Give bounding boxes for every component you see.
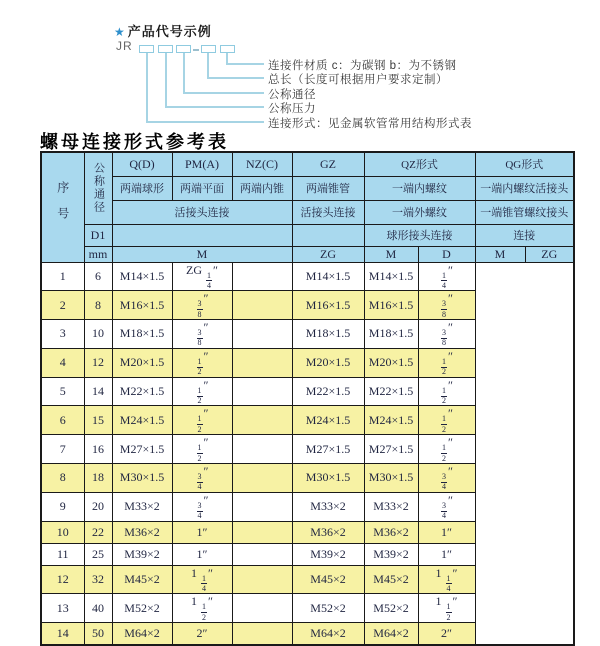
cell-qg-m: M16×1.5 xyxy=(364,291,418,320)
table-row xyxy=(41,565,574,594)
table-row xyxy=(41,320,574,349)
header-qg-m: M xyxy=(475,246,525,262)
cell-m: M45×2 xyxy=(112,565,172,594)
header-qz-m: M xyxy=(364,246,418,262)
cell-seq: 13 xyxy=(41,594,84,623)
table-row xyxy=(41,492,574,521)
cell-dn: 25 xyxy=(84,543,112,565)
header-union-conn: 活接头连接 xyxy=(112,200,292,224)
cell-qz-m xyxy=(232,377,292,406)
cell-qg-zg: 2″ xyxy=(418,623,475,646)
connector-line xyxy=(226,53,228,63)
cell-qz-m xyxy=(232,623,292,646)
cell-qg-zg: 1″ xyxy=(418,521,475,543)
cell-qz-d: M39×2 xyxy=(292,543,364,565)
cell-m: M27×1.5 xyxy=(112,435,172,464)
header-qg-conn: 连接 xyxy=(475,224,574,246)
section-title: 螺母连接形式参考表 xyxy=(40,132,229,152)
cell-zg: 1″ xyxy=(172,543,232,565)
cell-qz-m xyxy=(232,521,292,543)
product-code-prefix: JR xyxy=(116,39,133,53)
cell-m: M14×1.5 xyxy=(112,262,172,291)
cell-seq: 7 xyxy=(41,435,84,464)
cell-seq: 5 xyxy=(41,377,84,406)
cell-zg: $\frac{1}{2}$ ″ xyxy=(172,406,232,435)
cell-qz-d: M24×1.5 xyxy=(292,406,364,435)
cell-dn: 32 xyxy=(84,565,112,594)
cell-qg-m: M30×1.5 xyxy=(364,463,418,492)
cell-qg-zg: $\frac{1}{2}$ ″ xyxy=(418,435,475,464)
cell-qz-m xyxy=(232,594,292,623)
header-nz-code: NZ(C) xyxy=(232,152,292,176)
cell-qz-m xyxy=(232,348,292,377)
cell-dn: 18 xyxy=(84,463,112,492)
table-row xyxy=(41,348,574,377)
cell-m: M52×2 xyxy=(112,594,172,623)
cell-qg-zg: 1″ xyxy=(418,543,475,565)
header-qz-d: D xyxy=(418,246,475,262)
header-m-span: M xyxy=(112,246,292,262)
header-qg-end1: 一端内螺纹活接头 xyxy=(475,176,574,200)
table-row xyxy=(41,463,574,492)
connector-line xyxy=(183,53,185,92)
cell-m: M64×2 xyxy=(112,623,172,646)
cell-qg-m: M64×2 xyxy=(364,623,418,646)
cell-qg-m: M20×1.5 xyxy=(364,348,418,377)
cell-dn: 12 xyxy=(84,348,112,377)
cell-qg-m: M24×1.5 xyxy=(364,406,418,435)
cell-zg: $\frac{3}{4}$ ″ xyxy=(172,492,232,521)
cell-m: M16×1.5 xyxy=(112,291,172,320)
cell-qz-m xyxy=(232,463,292,492)
cell-qg-m: M39×2 xyxy=(364,543,418,565)
table-row xyxy=(41,623,574,646)
cell-dn: 10 xyxy=(84,320,112,349)
cell-zg: 2″ xyxy=(172,623,232,646)
diagram-title xyxy=(114,21,212,40)
cell-dn: 20 xyxy=(84,492,112,521)
cell-m: M33×2 xyxy=(112,492,172,521)
cell-seq: 12 xyxy=(41,565,84,594)
cell-qz-d: M52×2 xyxy=(292,594,364,623)
cell-seq: 1 xyxy=(41,262,84,291)
reference-table xyxy=(40,151,575,646)
cell-dn: 14 xyxy=(84,377,112,406)
cell-dn: 6 xyxy=(84,262,112,291)
cell-qg-m: M27×1.5 xyxy=(364,435,418,464)
connector-line xyxy=(165,53,167,106)
table-row xyxy=(41,543,574,565)
cell-qg-m: M22×1.5 xyxy=(364,377,418,406)
cell-qg-zg: $\frac{1}{4}$ ″ xyxy=(418,262,475,291)
cell-zg: $\frac{1}{2}$ ″ xyxy=(172,377,232,406)
cell-dn: 40 xyxy=(84,594,112,623)
cell-m: M39×2 xyxy=(112,543,172,565)
connector-line xyxy=(146,53,148,121)
header-q-code: Q(D) xyxy=(112,152,172,176)
cell-qg-zg: $\frac{3}{4}$ ″ xyxy=(418,463,475,492)
header-qz-title: QZ形式 xyxy=(364,152,475,176)
diagram-label-connection: 连接形式：见金属软管常用结构形式表 xyxy=(268,118,472,130)
cell-seq: 3 xyxy=(41,320,84,349)
code-box-3 xyxy=(176,45,191,53)
table-row xyxy=(41,435,574,464)
header-d1: D1 xyxy=(84,224,112,246)
cell-dn: 15 xyxy=(84,406,112,435)
cell-seq: 8 xyxy=(41,463,84,492)
table-row xyxy=(41,377,574,406)
cell-qg-zg: $\frac{3}{8}$ ″ xyxy=(418,291,475,320)
header-gz-thread: ZG xyxy=(292,246,364,262)
cell-qg-zg: $\frac{3}{4}$ ″ xyxy=(418,492,475,521)
cell-qz-d: M27×1.5 xyxy=(292,435,364,464)
header-dn: 公称通径 xyxy=(84,152,112,224)
cell-qg-m: M36×2 xyxy=(364,521,418,543)
cell-seq: 4 xyxy=(41,348,84,377)
connector-line xyxy=(226,63,264,65)
code-dash xyxy=(193,49,199,51)
connector-line xyxy=(207,53,209,77)
cell-qz-m xyxy=(232,291,292,320)
code-box-1 xyxy=(139,45,154,53)
diagram-label-diameter: 公称通径 xyxy=(268,89,316,101)
header-q-desc: 两端球形 xyxy=(112,176,172,200)
table-body xyxy=(41,262,574,645)
cell-qz-m xyxy=(232,543,292,565)
cell-qg-zg: $\frac{1}{2}$ ″ xyxy=(418,377,475,406)
cell-qz-m xyxy=(232,406,292,435)
code-box-2 xyxy=(158,45,173,53)
cell-zg: 1 $\frac{1}{2}$ ″ xyxy=(172,594,232,623)
cell-qg-m: M33×2 xyxy=(364,492,418,521)
cell-qg-m: M45×2 xyxy=(364,565,418,594)
cell-dn: 50 xyxy=(84,623,112,646)
cell-zg: $\frac{3}{4}$ ″ xyxy=(172,463,232,492)
cell-qz-d: M14×1.5 xyxy=(292,262,364,291)
table-row xyxy=(41,291,574,320)
cell-qz-d: M22×1.5 xyxy=(292,377,364,406)
header-qg-end2: 一端锥管螺纹接头 xyxy=(475,200,574,224)
header-mm: mm xyxy=(84,246,112,262)
table-row xyxy=(41,594,574,623)
cell-qz-m xyxy=(232,565,292,594)
cell-dn: 22 xyxy=(84,521,112,543)
cell-seq: 11 xyxy=(41,543,84,565)
cell-qg-zg: $\frac{1}{2}$ ″ xyxy=(418,348,475,377)
cell-qz-m xyxy=(232,492,292,521)
diagram-label-material: 连接件材质 c：为碳钢 b：为不锈钢 xyxy=(268,60,457,72)
cell-qg-m: M18×1.5 xyxy=(364,320,418,349)
cell-qz-d: M36×2 xyxy=(292,521,364,543)
cell-qg-m: M52×2 xyxy=(364,594,418,623)
table-header xyxy=(41,152,574,262)
table-row xyxy=(41,406,574,435)
cell-dn: 16 xyxy=(84,435,112,464)
cell-zg: $\frac{3}{8}$ ″ xyxy=(172,320,232,349)
cell-zg: 1 $\frac{1}{4}$ ″ xyxy=(172,565,232,594)
cell-qg-zg: 1 $\frac{1}{2}$ ″ xyxy=(418,594,475,623)
cell-m: M24×1.5 xyxy=(112,406,172,435)
cell-qz-m xyxy=(232,262,292,291)
header-qz-conn: 球形接头连接 xyxy=(364,224,475,246)
header-pm-desc: 两端平面 xyxy=(172,176,232,200)
diagram-label-pressure: 公称压力 xyxy=(268,103,316,115)
header-empty-m xyxy=(112,224,292,246)
header-gz-code: GZ xyxy=(292,152,364,176)
header-gz-desc: 两端锥管 xyxy=(292,176,364,200)
cell-qz-d: M16×1.5 xyxy=(292,291,364,320)
cell-qg-m: M14×1.5 xyxy=(364,262,418,291)
cell-m: M20×1.5 xyxy=(112,348,172,377)
code-box-5 xyxy=(220,45,235,53)
cell-dn: 8 xyxy=(84,291,112,320)
cell-seq: 2 xyxy=(41,291,84,320)
cell-zg: ZG $\frac{1}{4}$ ″ xyxy=(172,262,232,291)
cell-seq: 14 xyxy=(41,623,84,646)
cell-qz-d: M33×2 xyxy=(292,492,364,521)
cell-qz-d: M30×1.5 xyxy=(292,463,364,492)
cell-qz-d: M20×1.5 xyxy=(292,348,364,377)
diagram-title-text: 产品代号示例 xyxy=(127,24,212,39)
header-qz-end1: 一端内螺纹 xyxy=(364,176,475,200)
cell-qz-d: M64×2 xyxy=(292,623,364,646)
star-icon: ★ xyxy=(114,25,126,39)
header-seq: 序号 xyxy=(41,152,84,262)
header-gz-conn: 活接头连接 xyxy=(292,200,364,224)
diagram-label-length: 总长（长度可根据用户要求定制） xyxy=(268,74,448,86)
cell-qz-d: M18×1.5 xyxy=(292,320,364,349)
header-nz-desc: 两端内锥 xyxy=(232,176,292,200)
cell-zg: $\frac{3}{8}$ ″ xyxy=(172,291,232,320)
cell-m: M36×2 xyxy=(112,521,172,543)
table-row xyxy=(41,521,574,543)
cell-qz-m xyxy=(232,435,292,464)
cell-m: M30×1.5 xyxy=(112,463,172,492)
connector-line xyxy=(165,106,264,108)
cell-zg: 1″ xyxy=(172,521,232,543)
cell-qz-m xyxy=(232,320,292,349)
code-box-4 xyxy=(201,45,216,53)
cell-m: M22×1.5 xyxy=(112,377,172,406)
cell-qg-zg: $\frac{3}{8}$ ″ xyxy=(418,320,475,349)
cell-qz-d: M45×2 xyxy=(292,565,364,594)
header-empty-gz xyxy=(292,224,364,246)
connector-line xyxy=(207,77,264,79)
connector-line xyxy=(146,121,264,123)
header-qz-end2: 一端外螺纹 xyxy=(364,200,475,224)
cell-qg-zg: $\frac{1}{2}$ ″ xyxy=(418,406,475,435)
cell-m: M18×1.5 xyxy=(112,320,172,349)
cell-seq: 10 xyxy=(41,521,84,543)
header-qg-title: QG形式 xyxy=(475,152,574,176)
cell-qg-zg: 1 $\frac{1}{4}$ ″ xyxy=(418,565,475,594)
cell-zg: $\frac{1}{2}$ ″ xyxy=(172,435,232,464)
cell-seq: 9 xyxy=(41,492,84,521)
connector-line xyxy=(183,92,264,94)
cell-seq: 6 xyxy=(41,406,84,435)
header-qg-zg: ZG xyxy=(525,246,574,262)
header-pm-code: PM(A) xyxy=(172,152,232,176)
table-row xyxy=(41,262,574,291)
cell-zg: $\frac{1}{2}$ ″ xyxy=(172,348,232,377)
